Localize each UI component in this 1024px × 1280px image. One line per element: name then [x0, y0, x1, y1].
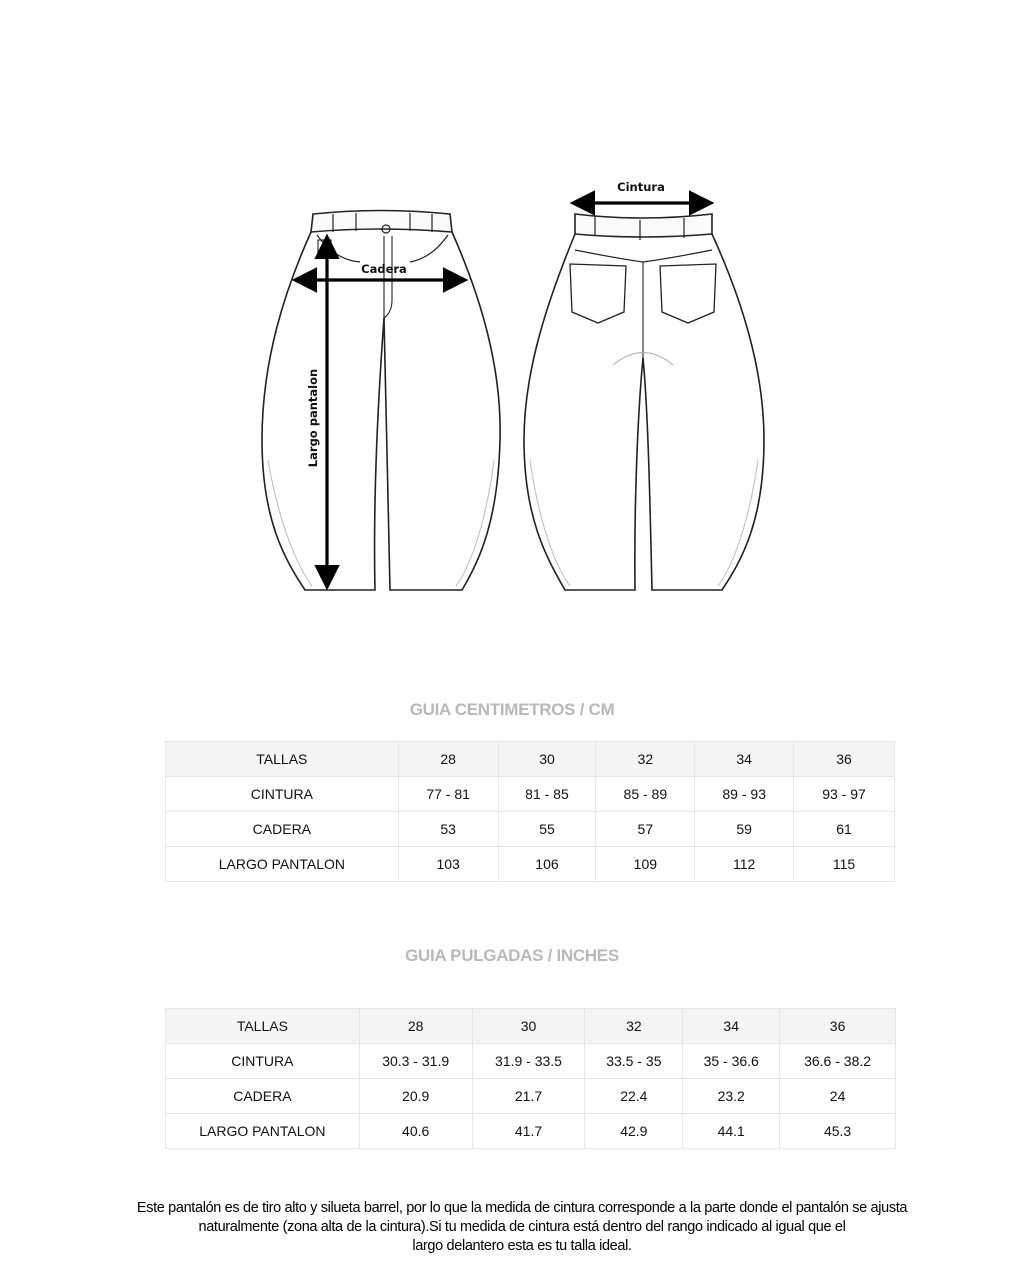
table-cell: CINTURA — [166, 777, 399, 812]
table-header-row — [166, 742, 895, 777]
table-cell: 112 — [695, 847, 794, 882]
table-row — [166, 1044, 896, 1079]
fit-note-line: largo delantero esta es tu talla ideal. — [412, 1238, 632, 1254]
table-cell: 89 - 93 — [695, 777, 794, 812]
size-table-cm — [165, 741, 895, 882]
table-cell: 53 — [398, 812, 498, 847]
table-cell: 23.2 — [683, 1079, 780, 1114]
guide-cm-title: GUIA CENTIMETROS / CM — [409, 700, 615, 719]
table-header-row — [166, 1009, 896, 1044]
length-label: Largo pantalon — [306, 368, 320, 468]
table-cell: 20.9 — [359, 1079, 472, 1114]
header-cell: 30 — [472, 1009, 585, 1044]
table-cell: 45.3 — [780, 1114, 896, 1149]
table-cell: 33.5 - 35 — [585, 1044, 683, 1079]
table-cell: 35 - 36.6 — [683, 1044, 780, 1079]
table-cell: 36.6 - 38.2 — [780, 1044, 896, 1079]
hip-label: Cadera — [361, 262, 407, 276]
header-cell: 32 — [596, 742, 695, 777]
table-cell: 81 - 85 — [498, 777, 596, 812]
table-row — [166, 812, 895, 847]
size-table-inches — [165, 1008, 896, 1149]
fit-note-line: naturalmente (zona alta de la cintura).Si tu medida de cintura está dentro del rango indicado al igual que el — [198, 1219, 846, 1235]
table-cell: 42.9 — [585, 1114, 683, 1149]
table-cell: 40.6 — [359, 1114, 472, 1149]
table-cell: 41.7 — [472, 1114, 585, 1149]
table-row — [166, 847, 895, 882]
table-cell: 31.9 - 33.5 — [472, 1044, 585, 1079]
table-cell: 44.1 — [683, 1114, 780, 1149]
fit-note-line: Este pantalón es de tiro alto y silueta barrel, por lo que la medida de cintura corresponde a la parte donde el pantalón se ajusta — [136, 1200, 908, 1216]
table-cell: 22.4 — [585, 1079, 683, 1114]
front-measure-arrows — [298, 240, 462, 584]
header-cell: 36 — [780, 1009, 896, 1044]
table-cell: CADERA — [166, 1079, 360, 1114]
table-cell: LARGO PANTALON — [166, 847, 399, 882]
header-cell: TALLAS — [166, 742, 399, 777]
pants-measurement-illustration — [250, 170, 780, 610]
table-row — [166, 777, 895, 812]
table-cell: 109 — [596, 847, 695, 882]
header-cell: 34 — [683, 1009, 780, 1044]
table-cell: 115 — [794, 847, 895, 882]
header-cell: 28 — [359, 1009, 472, 1044]
table-cell: 55 — [498, 812, 596, 847]
table-cell: 61 — [794, 812, 895, 847]
header-cell: 30 — [498, 742, 596, 777]
table-row — [166, 1079, 896, 1114]
table-row — [166, 1114, 896, 1149]
fit-note — [80, 1199, 964, 1256]
table-cell: 30.3 - 31.9 — [359, 1044, 472, 1079]
header-cell: TALLAS — [166, 1009, 360, 1044]
table-cell: 85 - 89 — [596, 777, 695, 812]
table-cell: CADERA — [166, 812, 399, 847]
table-cell: CINTURA — [166, 1044, 360, 1079]
header-cell: 36 — [794, 742, 895, 777]
table-cell: 21.7 — [472, 1079, 585, 1114]
table-cell: LARGO PANTALON — [166, 1114, 360, 1149]
header-cell: 28 — [398, 742, 498, 777]
header-cell: 32 — [585, 1009, 683, 1044]
header-cell: 34 — [695, 742, 794, 777]
table-cell: 106 — [498, 847, 596, 882]
table-cell: 103 — [398, 847, 498, 882]
table-cell: 77 - 81 — [398, 777, 498, 812]
waist-label: Cintura — [617, 180, 665, 194]
table-cell: 59 — [695, 812, 794, 847]
table-cell: 57 — [596, 812, 695, 847]
table-cell: 24 — [780, 1079, 896, 1114]
table-cell: 93 - 97 — [794, 777, 895, 812]
back-pants-drawing — [524, 214, 764, 590]
guide-inches-title: GUIA PULGADAS / INCHES — [405, 946, 619, 965]
